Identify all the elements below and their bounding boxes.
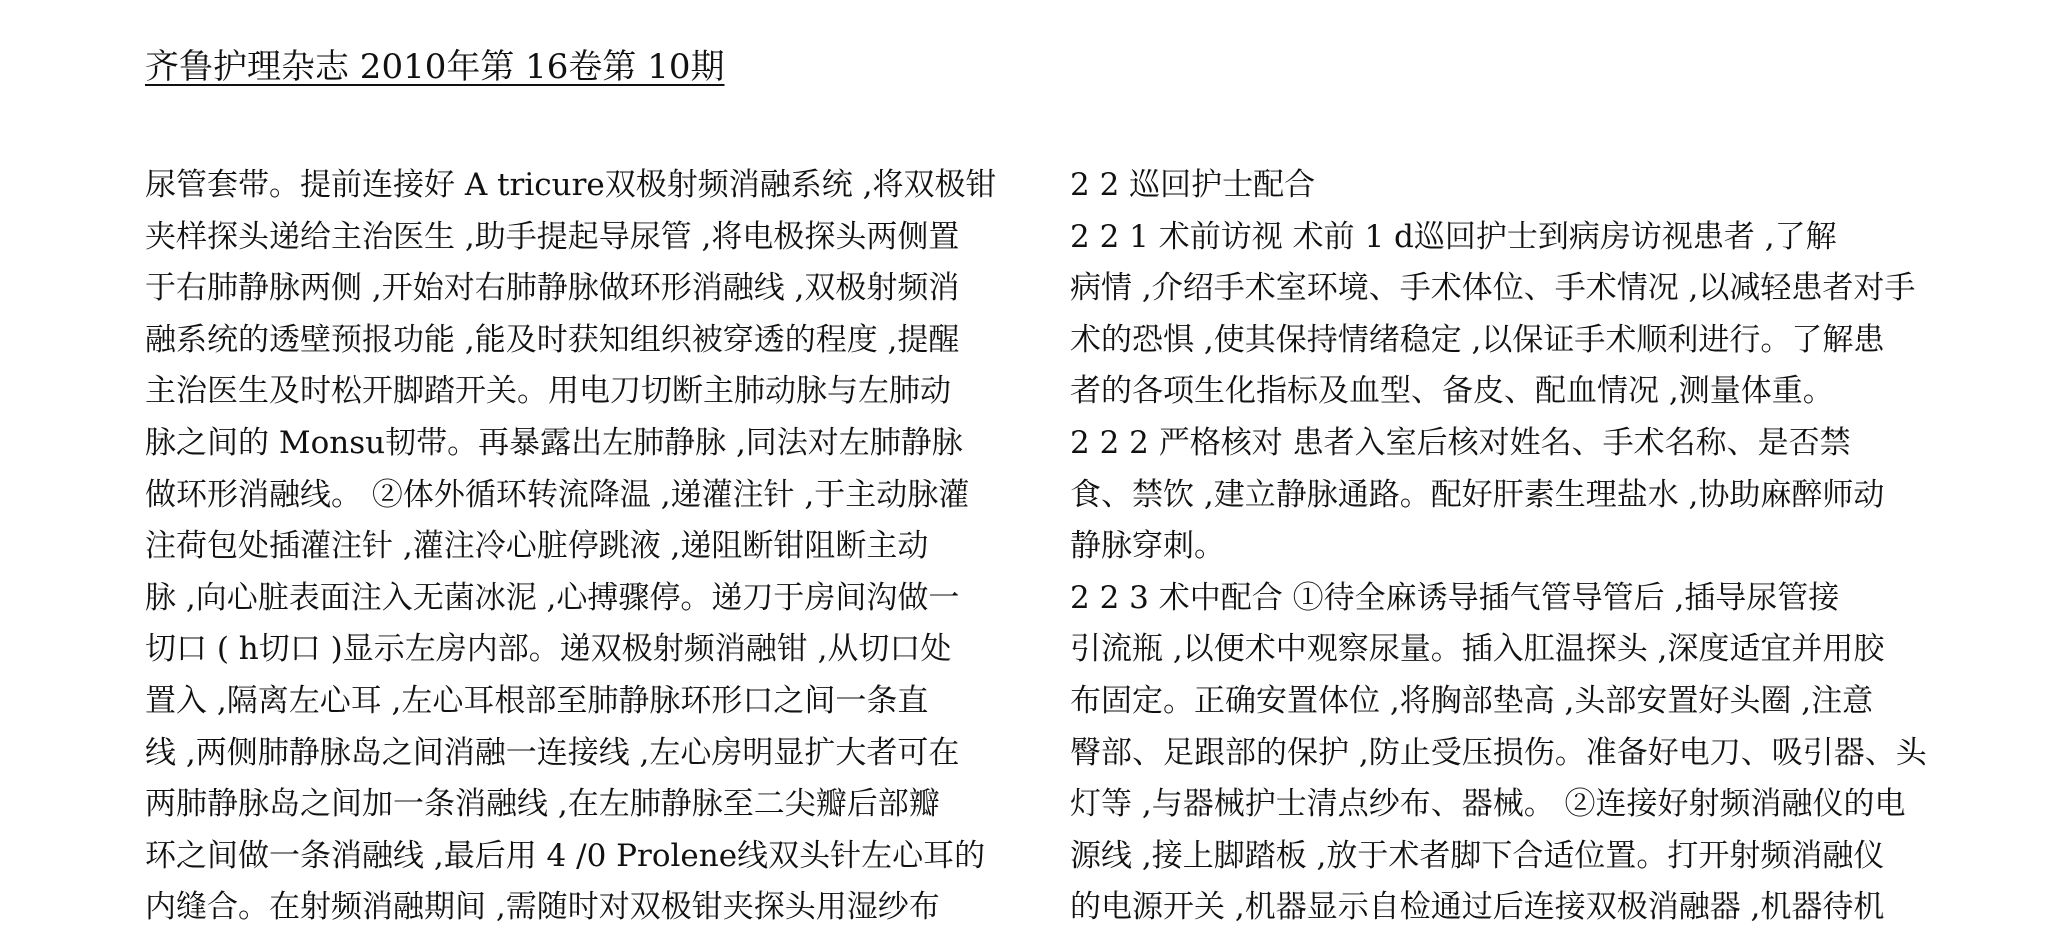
text-line: 者的各项生化指标及血型、备皮、配血情况 ,测量体重。 xyxy=(1070,373,1834,410)
text-line: 两肺静脉岛之间加一条消融线 ,在左肺静脉至二尖瓣后部瓣 xyxy=(145,786,940,823)
text-line: 脉之间的 Monsu韧带。再暴露出左肺静脉 ,同法对左肺静脉 xyxy=(145,424,963,461)
text-line: 布固定。正确安置体位 ,将胸部垫高 ,头部安置好头圈 ,注意 xyxy=(1070,682,1874,719)
text-line: 切口 ( h切口 )显示左房内部。递双极射频消融钳 ,从切口处 xyxy=(145,631,952,668)
text-line: 于右肺静脉两侧 ,开始对右肺静脉做环形消融线 ,双极射频消 xyxy=(145,270,960,307)
journal-header: 齐鲁护理杂志 2010年第 16卷第 10期 xyxy=(145,47,725,87)
text-line: 主治医生及时松开脚踏开关。用电刀切断主肺动脉与左肺动 xyxy=(145,373,951,410)
text-line: 置入 ,隔离左心耳 ,左心耳根部至肺静脉环形口之间一条直 xyxy=(145,682,929,719)
text-line: 2 2 1 术前访视 术前 1 d巡回护士到病房访视患者 ,了解 xyxy=(1070,218,1837,255)
text-line: 夹样探头递给主治医生 ,助手提起导尿管 ,将电极探头两侧置 xyxy=(145,218,960,255)
text-line: 做环形消融线。 ②体外循环转流降温 ,递灌注针 ,于主动脉灌 xyxy=(145,476,970,513)
text-line: 脉 ,向心脏表面注入无菌冰泥 ,心搏骤停。递刀于房间沟做一 xyxy=(145,579,960,616)
section-heading: 2 2 巡回护士配合 xyxy=(1070,167,1316,203)
text-line: 融系统的透壁预报功能 ,能及时获知组织被穿透的程度 ,提醒 xyxy=(145,321,960,358)
left-column xyxy=(145,160,1005,934)
text-line: 灯等 ,与器械护士清点纱布、器械。 ②连接好射频消融仪的电 xyxy=(1070,786,1906,823)
text-line: 静脉穿刺。 xyxy=(1070,528,1225,565)
text-line: 臀部、足跟部的保护 ,防止受压损伤。准备好电刀、吸引器、头 xyxy=(1070,734,1927,771)
text-line: 2 2 3 术中配合 ①待全麻诱导插气管导管后 ,插导尿管接 xyxy=(1070,579,1840,616)
text-line: 内缝合。在射频消融期间 ,需随时对双极钳夹探头用湿纱布 xyxy=(145,889,940,926)
right-column xyxy=(1070,160,1930,934)
text-line: 注荷包处插灌注针 ,灌注冷心脏停跳液 ,递阻断钳阻断主动 xyxy=(145,528,929,565)
text-line: 环之间做一条消融线 ,最后用 4 /0 Prolene线双头针左心耳的 xyxy=(145,837,986,874)
text-line: 尿管套带。提前连接好 A tricure双极射频消融系统 ,将双极钳 xyxy=(145,167,997,203)
text-line: 食、禁饮 ,建立静脉通路。配好肝素生理盐水 ,协助麻醉师动 xyxy=(1070,476,1885,513)
text-line: 引流瓶 ,以便术中观察尿量。插入肛温探头 ,深度适宜并用胶 xyxy=(1070,631,1885,668)
text-line: 线 ,两侧肺静脉岛之间消融一连接线 ,左心房明显扩大者可在 xyxy=(145,734,960,771)
text-line: 的电源开关 ,机器显示自检通过后连接双极消融器 ,机器待机 xyxy=(1070,889,1885,926)
text-line: 2 2 2 严格核对 患者入室后核对姓名、手术名称、是否禁 xyxy=(1070,424,1851,461)
text-line: 源线 ,接上脚踏板 ,放于术者脚下合适位置。打开射频消融仪 xyxy=(1070,837,1885,874)
text-line: 术的恐惧 ,使其保持情绪稳定 ,以保证手术顺利进行。了解患 xyxy=(1070,321,1885,358)
text-line: 病情 ,介绍手术室环境、手术体位、手术情况 ,以减轻患者对手 xyxy=(1070,270,1916,307)
